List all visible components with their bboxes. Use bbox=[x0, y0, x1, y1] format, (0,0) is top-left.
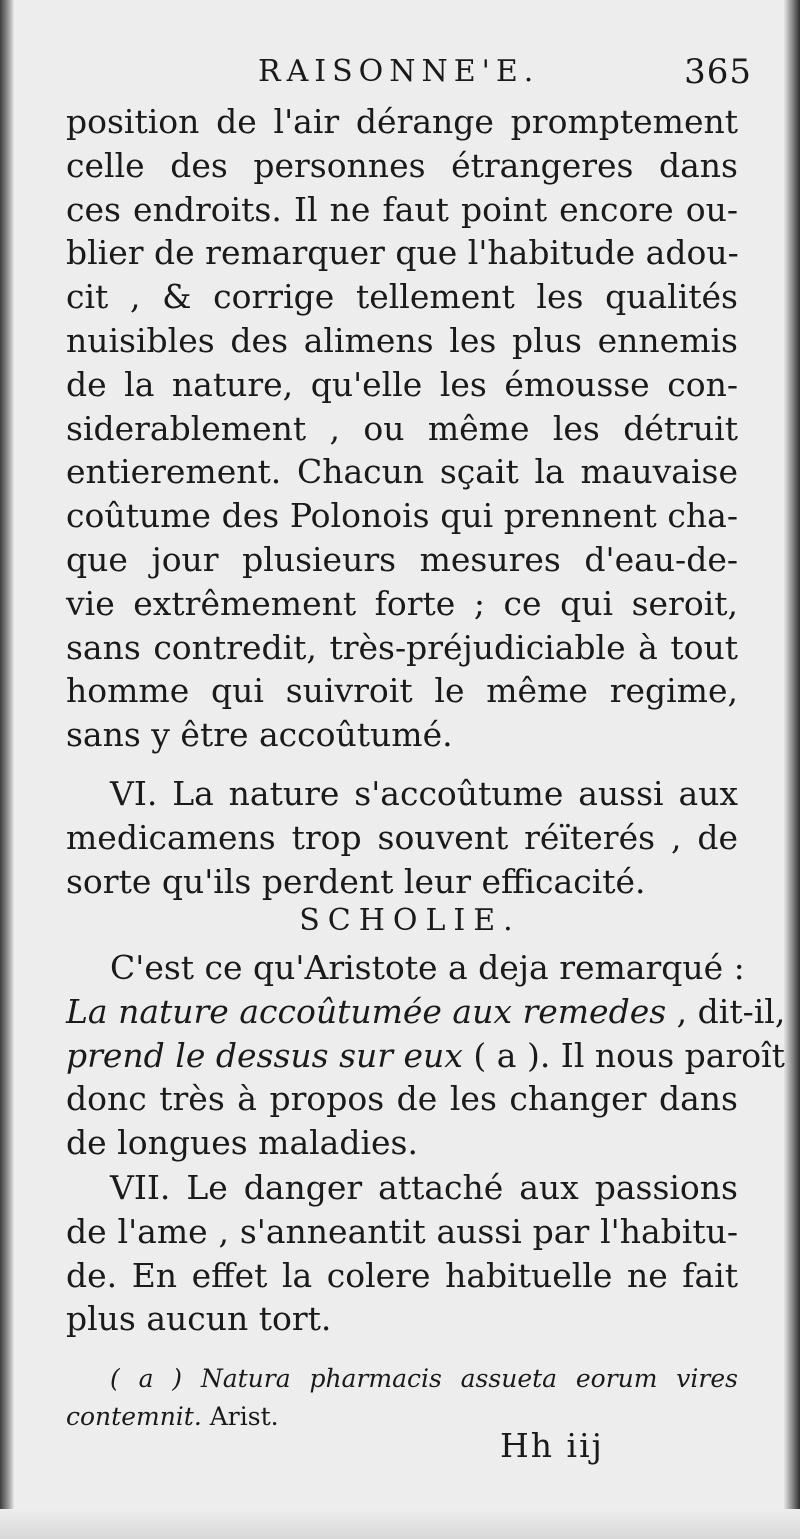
text-line: de la nature, qu'elle les émousse con- bbox=[66, 364, 738, 404]
paragraph-1 bbox=[66, 100, 738, 757]
text-line: VI. La nature s'accoûtume aussi aux bbox=[110, 774, 738, 813]
text-fragment: , dit-il, bbox=[676, 991, 786, 1031]
text-line: de longues maladies. bbox=[66, 1123, 418, 1163]
scholie-heading: SCHOLIE. bbox=[299, 903, 521, 938]
footnote-line: ( a ) Natura pharmacis assueta eorum vires bbox=[110, 1364, 738, 1393]
text-line: sans contredit, très-préjudiciable à tout bbox=[66, 627, 738, 667]
text-line: nuisibles des alimens les plus ennemis bbox=[66, 320, 738, 360]
text-line: blier de remarquer que l'habitude adou- bbox=[66, 233, 739, 273]
signature-mark: Hh iij bbox=[500, 1426, 604, 1465]
text-line: C'est ce qu'Aristote a deja remarqué : bbox=[110, 948, 745, 987]
paragraph-4 bbox=[66, 1166, 738, 1341]
text-line: ces endroits. Il ne faut point encore ou- bbox=[66, 189, 738, 229]
running-title: RAISONNE'E. bbox=[258, 54, 540, 89]
page-header bbox=[258, 48, 752, 96]
text-line: donc très à propos de les changer dans bbox=[66, 1079, 738, 1119]
footnote-source: Arist. bbox=[209, 1402, 279, 1431]
text-line: celle des personnes étrangeres dans bbox=[66, 145, 738, 185]
text-line: de l'ame , s'anneantit aussi par l'habitu- bbox=[66, 1211, 738, 1251]
text-line: position de l'air dérange promptement bbox=[66, 102, 738, 141]
text-line: entierement. Chacun sçait la mauvaise bbox=[66, 452, 738, 492]
text-line: vie extrêmement forte ; ce qui seroit, bbox=[66, 583, 738, 623]
page-number: 365 bbox=[684, 52, 752, 92]
text-line: homme qui suivroit le même regime, bbox=[66, 671, 738, 711]
text-line: sorte qu'ils perdent leur efficacité. bbox=[66, 861, 646, 901]
italic-quote: prend le dessus sur eux bbox=[66, 1035, 463, 1075]
text-line: plus aucun tort. bbox=[66, 1299, 332, 1339]
italic-quote: La nature accoûtumée aux remedes bbox=[66, 991, 667, 1031]
page-bottom-edge bbox=[0, 1509, 800, 1539]
text-line: que jour plusieurs mesures d'eau-de- bbox=[66, 539, 738, 579]
footnote bbox=[66, 1360, 738, 1436]
text-line: medicamens trop souvent réïterés , de bbox=[66, 817, 738, 857]
text-line: VII. Le danger attaché aux passions bbox=[110, 1168, 738, 1207]
footnote-italic: contemnit. bbox=[66, 1402, 202, 1431]
text-line: siderablement , ou même les détruit bbox=[66, 408, 738, 448]
text-line: cit , & corrige tellement les qualités bbox=[66, 277, 738, 317]
footnote-line bbox=[66, 1398, 738, 1436]
text-line bbox=[66, 1034, 785, 1078]
text-line bbox=[66, 990, 786, 1034]
paragraph-2 bbox=[66, 772, 738, 903]
text-line: sans y être accoûtumé. bbox=[66, 715, 453, 755]
text-line: coûtume des Polonois qui prennent cha- bbox=[66, 496, 738, 536]
text-line: de. En effet la colere habituelle ne fait bbox=[66, 1255, 738, 1295]
paragraph-3 bbox=[66, 946, 786, 1165]
page-left-edge bbox=[0, 0, 14, 1539]
page-right-edge bbox=[784, 0, 800, 1539]
text-fragment: ( a ). Il nous paroît bbox=[473, 1035, 785, 1075]
